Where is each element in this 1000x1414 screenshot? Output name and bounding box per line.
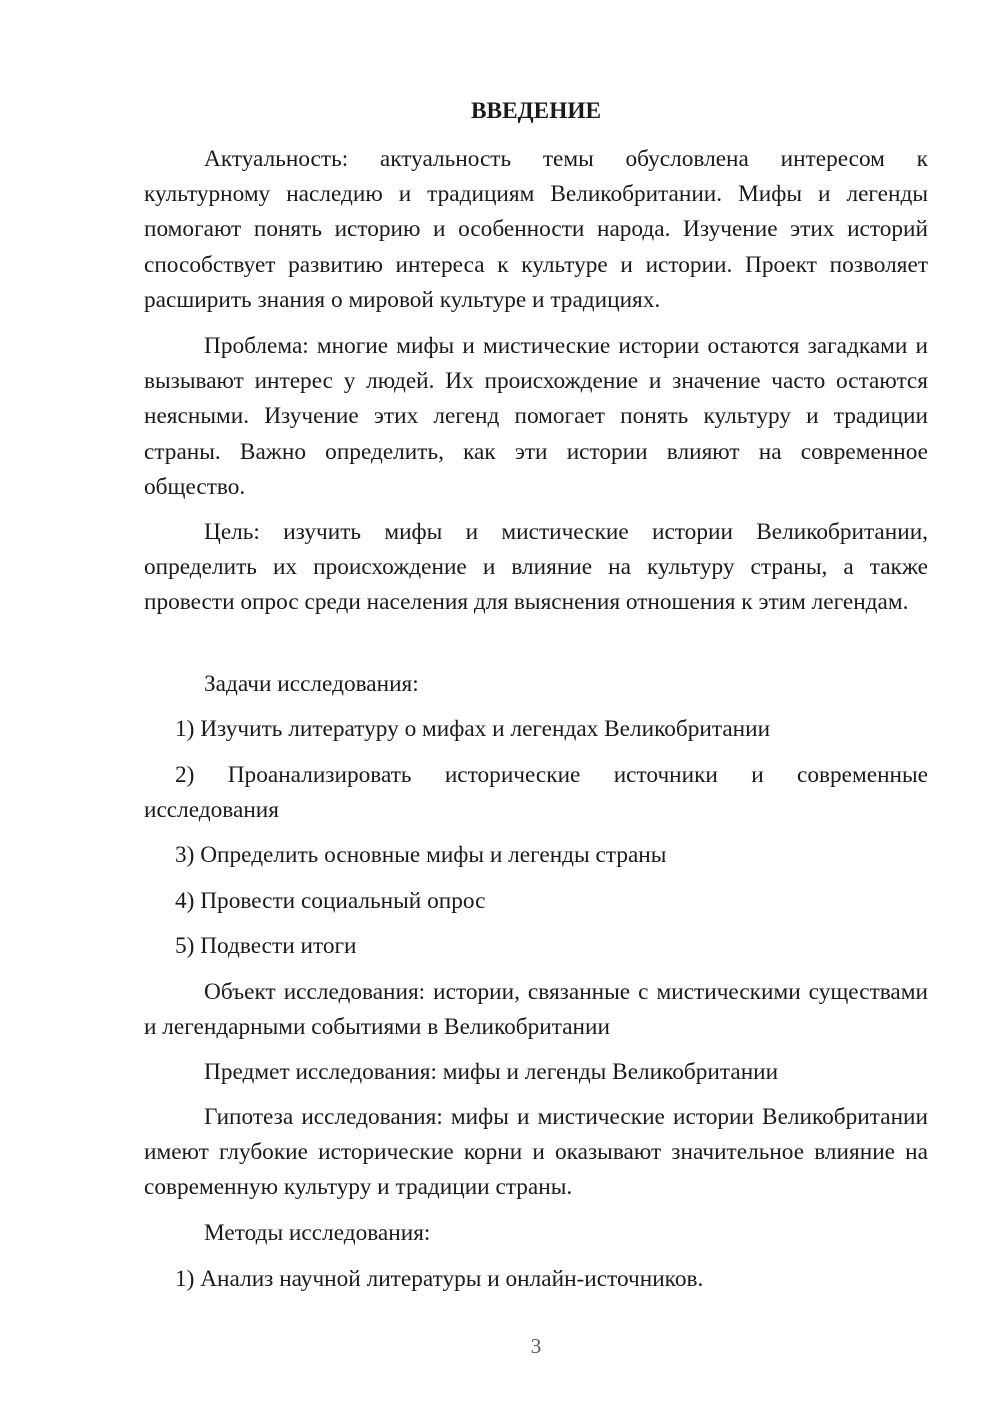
method-item: 1) Анализ научной литературы и онлайн-источников. — [175, 1266, 704, 1292]
task-item: 1) Изучить литературу о мифах и легендах Великобритании — [175, 716, 771, 742]
task-item: 4) Провести социальный опрос — [175, 888, 486, 914]
methods-title: Методы исследования: — [204, 1220, 431, 1246]
task-item: 5) Подвести итоги — [175, 933, 357, 959]
tasks-title: Задачи исследования: — [204, 671, 419, 697]
page-number: 3 — [530, 1334, 542, 1358]
section-heading: ВВЕДЕНИЕ — [471, 98, 601, 124]
hypothesis-paragraph: Гипотеза исследования: мифы и мистические истории Великобритании имеют глубокие исторические корни и оказывают значительное влияние на современную культуру и традиции страны. — [144, 1104, 928, 1201]
problem-paragraph: Проблема: многие мифы и мистические истории остаются загадками и вызывают интерес у людей. Их происхождение и значение часто остаются неясными. Изучение этих легенд помогает понять культуру и традиции страны. Важно определить, как эти истории влияют на современное общество. — [144, 333, 928, 500]
object-paragraph: Объект исследования: истории, связанные с мистическими существами и легендарными событиями в Великобритании — [144, 979, 928, 1041]
goal-paragraph: Цель: изучить мифы и мистические истории Великобритании, определить их происхождение и влияние на культуру страны, а также провести опрос среди населения для выяснения отношения к этим легендам. — [144, 519, 928, 616]
subject-paragraph: Предмет исследования: мифы и легенды Великобритании — [204, 1059, 779, 1085]
task-item: 3) Определить основные мифы и легенды страны — [175, 842, 667, 868]
relevance-paragraph: Актуальность: актуальность темы обусловлена интересом к культурному наследию и традициям Великобритании. Мифы и легенды помогают понять историю и особенности народа. Изучение этих историй способствует развитию интереса к культуре и истории. Проект позволяет расширить знания о мировой культуре и традициях. — [144, 146, 928, 313]
task-item: 2) Проанализировать исторические источники и современные исследования — [144, 762, 928, 824]
